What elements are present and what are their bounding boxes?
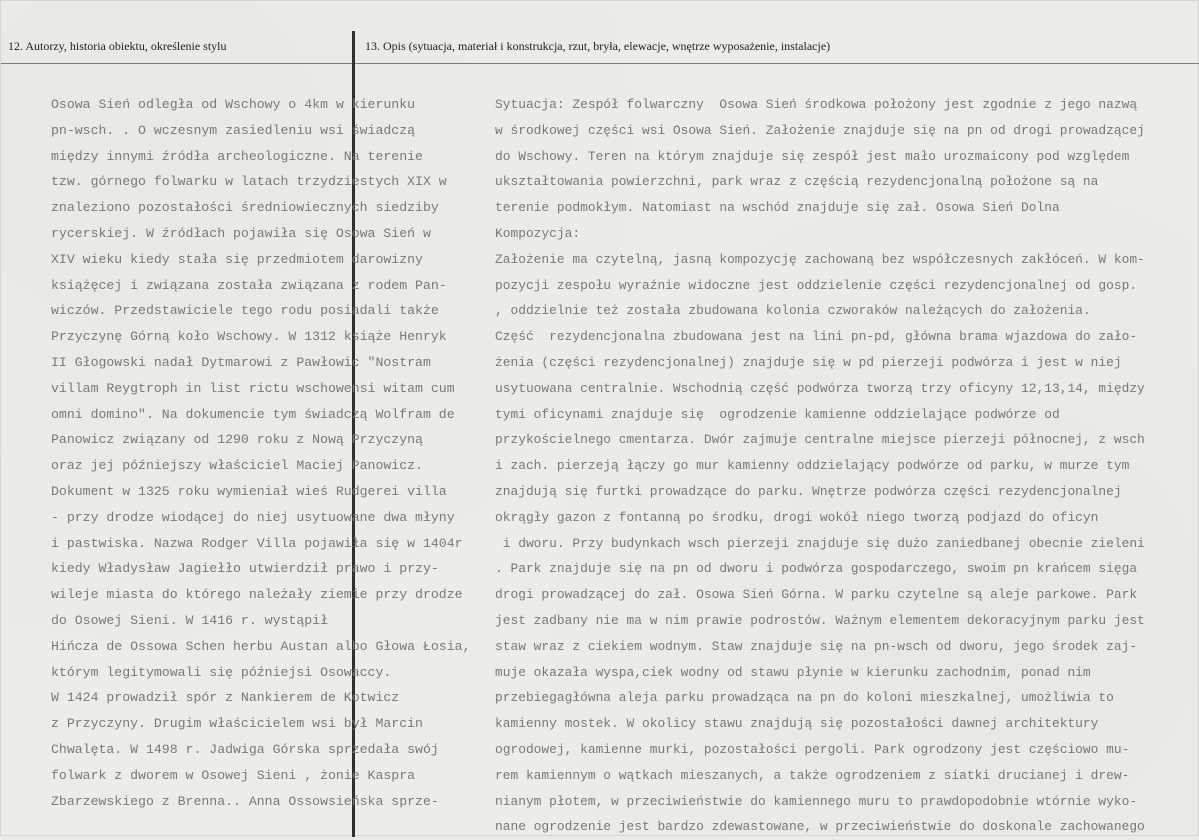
description-text-line: staw wraz z ciekiem wodnym. Staw znajduje się na pn-wsch od dworu, jego środek zaj- bbox=[495, 638, 1138, 654]
history-text-line: folwark z dworem w Osowej Sieni , żonie Kaspra bbox=[51, 767, 416, 783]
history-text-line: znaleziono pozostałości średniowiecznych siedziby bbox=[51, 200, 439, 216]
history-text-line: Panowicz związany od 1290 roku z Nową Przyczyną bbox=[51, 432, 423, 448]
history-text-line: pn-wsch. . O wczesnym zasiedleniu wsi świadczą bbox=[51, 122, 416, 138]
description-text-line: Sytuacja: Zespół folwarczny Osowa Sień środkowa położony jest zgodnie z jego nazwą bbox=[495, 97, 1138, 112]
history-text-line: XIV wieku kiedy stała się przedmiotem darowizny bbox=[51, 251, 423, 267]
history-text-line: Osowa Sień odległa od Wschowy o 4km w kierunku bbox=[51, 97, 416, 112]
history-text-line: rycerskiej. W źródłach pojawiła się Osowa Sień w bbox=[51, 225, 431, 241]
description-text-line: ogrodowej, kamienne murki, pozostałości pergoli. Park ogrodzony jest częściowo mu- bbox=[495, 741, 1130, 757]
history-text-line: - przy drodze wiodącej do niej usytuowane dwa młyny bbox=[51, 509, 455, 525]
history-text-line: kiedy Władysław Jagiełło utwierdził prawo i przy- bbox=[51, 561, 439, 577]
description-text-line: jest zadbany nie ma w nim prawie podrostów. Ważnym elementem dekoracyjnym parku jest bbox=[495, 612, 1145, 628]
description-text-line: Część rezydencjonalna zbudowana jest na lini pn-pd, główna brama wjazdowa do zało- bbox=[495, 329, 1138, 345]
description-text-line: rem kamiennym o wątkach mieszanych, a także ogrodzeniem z siatki drucianej i drew- bbox=[495, 767, 1130, 783]
history-text-line: książęcej i związana została związana z rodem Pan- bbox=[51, 277, 447, 293]
header-rule bbox=[1, 63, 1199, 64]
history-text-line: omni domino". Na dokumencie tym świadczą Wolfram de bbox=[51, 406, 455, 422]
description-text-line: ukształtowania powierzchni, park wraz z częścią rezydencjonalną położone są na bbox=[495, 174, 1099, 190]
description-text-line: terenie podmokłym. Natomiast na wschód znajduje się zał. Osowa Sień Dolna bbox=[495, 200, 1060, 216]
history-text-line: i pastwiska. Nazwa Rodger Villa pojawiła się w 1404r bbox=[51, 535, 463, 551]
description-text-line: okrągły gazon z fontanną po środku, drogi wokół niego tworzą podjazd do oficyn bbox=[495, 509, 1099, 525]
description-text-line: drogi prowadzącej do zał. Osowa Sień Górna. W parku czytelne są aleje parkowe. Park bbox=[495, 587, 1138, 603]
description-text-line: tymi oficynami znajduje się ogrodzenie kamienne oddzielające podwórze od bbox=[495, 406, 1060, 422]
description-text-column bbox=[495, 92, 1197, 840]
history-text-line: między innymi źródła archeologiczne. Na terenie bbox=[51, 148, 423, 164]
history-text-column bbox=[51, 92, 495, 814]
description-text-line: kamienny mostek. W okolicy stawu znajdują się pozostałości dawnej architektury bbox=[495, 716, 1099, 732]
description-text-line: i zach. pierzeją łączy go mur kamienny oddzielający podwórze od parku, w murze tym bbox=[495, 458, 1130, 474]
description-text-line: nane ogrodzenie jest bardzo zdewastowane, w przeciwieństwie do doskonale zachowanego bbox=[495, 819, 1145, 835]
history-text-line: którym legitymowali się późniejsi Osowaccy. bbox=[51, 664, 392, 680]
description-text-line: . Park znajduje się na pn od dworu i podwórza gospodarczego, swoim pn krańcem sięga bbox=[495, 561, 1138, 577]
history-text-line: W 1424 prowadził spór z Nankierem de Kotwicz bbox=[51, 690, 400, 706]
history-text-line: Przyczynę Górną koło Wschowy. W 1312 książe Henryk bbox=[51, 329, 447, 345]
history-text-line: wileje miasta do którego należały ziemie przy drodze bbox=[51, 587, 463, 603]
description-text-line: Założenie ma czytelną, jasną kompozycję zachowaną bez współczesnych zakłóceń. W kom- bbox=[495, 251, 1145, 267]
description-text-line: przebiegagłówna aleja parku prowadząca na pn do koloni mieszkalnej, umożliwia to bbox=[495, 690, 1114, 706]
description-text-line: w środkowej części wsi Osowa Sień. Założenie znajduje się na pn od drogi prowadzącej bbox=[495, 122, 1145, 138]
history-text-line: tzw. górnego folwarku w latach trzydziestych XIX w bbox=[51, 174, 447, 190]
description-text-line: , oddzielnie też została zbudowana kolonia czworaków należących do założenia. bbox=[495, 303, 1091, 319]
history-text-line: z Przyczyny. Drugim właścicielem wsi był Marcin bbox=[51, 716, 423, 732]
history-text-line: Hińcza de Ossowa Schen herbu Austan albo Głowa Łosia, bbox=[51, 638, 471, 654]
history-text-line: II Głogowski nadał Dytmarowi z Pawłowic "Nostram bbox=[51, 354, 431, 370]
description-text-line: muje okazała wyspa,ciek wodny od stawu płynie w kierunku zachodnim, ponad nim bbox=[495, 664, 1091, 680]
history-text-line: Chwalęta. W 1498 r. Jadwiga Górska sprzedała swój bbox=[51, 741, 439, 757]
history-text-line: do Osowej Sieni. W 1416 r. wystąpił bbox=[51, 612, 328, 628]
description-text-line: żenia (części rezydencjonalnej) znajduje się w pd pierzeji podwórza i jest w niej bbox=[495, 354, 1122, 370]
description-text-line: usytuowana centralnie. Wschodnią część podwórza tworzą trzy oficyny 12,13,14, między bbox=[495, 380, 1145, 396]
description-text-line: przykościelnego cmentarza. Dwór zajmuje centralne miejsce pierzeji północnej, z wsch bbox=[495, 432, 1145, 448]
description-text-line: Kompozycja: bbox=[495, 225, 581, 241]
description-text-line: znajdują się furtki prowadzące do parku. Wnętrze podwórza części rezydencjonalnej bbox=[495, 483, 1122, 499]
description-text-line: pozycji zespołu wyraźnie widoczne jest oddzielenie części rezydencjonalnej od gosp. bbox=[495, 277, 1138, 293]
section-heading-13: 13. Opis (sytuacja, materiał i konstrukcja, rzut, bryła, elewacje, wnętrze wyposażenie, instalacje) bbox=[365, 39, 831, 53]
description-text-line: do Wschowy. Teren na którym znajduje się zespół jest mało urozmaicony pod względem bbox=[495, 148, 1130, 164]
description-text-line: i dworu. Przy budynkach wsch pierzeji znajduje się dużo zaniedbanej obecnie zieleni bbox=[495, 535, 1145, 551]
history-text-line: oraz jej późniejszy właściciel Maciej Panowicz. bbox=[51, 458, 423, 474]
description-text-line: nianym płotem, w przeciwieństwie do kamiennego muru to prawdopodobnie wtórnie wyko- bbox=[495, 793, 1138, 809]
history-text-line: Dokument w 1325 roku wymieniał wieś Rudgerei villa bbox=[51, 483, 447, 499]
history-text-line: Zbarzewskiego z Brenna.. Anna Ossowsieńska sprze- bbox=[51, 793, 439, 809]
history-text-line: wiczów. Przedstawiciele tego rodu posiadali także bbox=[51, 303, 439, 319]
history-text-line: villam Reygtroph in list rictu wschowensi witam cum bbox=[51, 380, 455, 396]
section-heading-12: 12. Autorzy, historia obiektu, określenie stylu bbox=[8, 39, 227, 53]
